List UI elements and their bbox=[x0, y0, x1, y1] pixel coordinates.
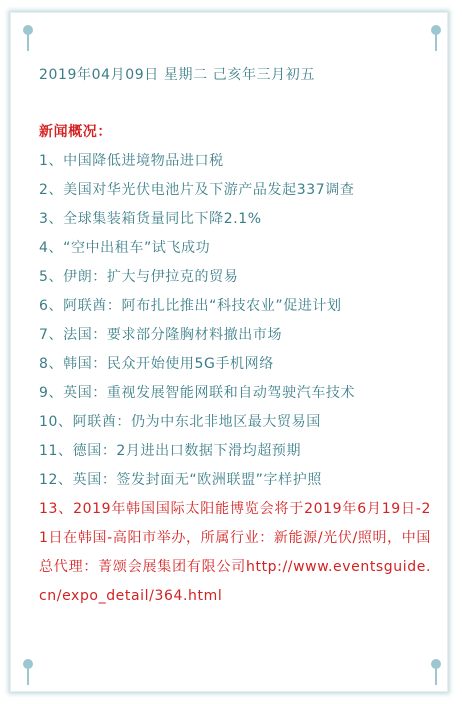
date-line: 2019年04月09日 星期二 己亥年三月初五 bbox=[39, 67, 315, 83]
news-item: 1、中国降低进境物品进口税 bbox=[39, 153, 224, 169]
news-item: 4、“空中出租车”试飞成功 bbox=[39, 240, 211, 256]
expo-announcement: 13、2019年韩国国际太阳能博览会将于2019年6月19日-21日在韩国-高阳市举办，所属行业：新能源/光伏/照明，中国总代理：菁颂会展集团有限公司http://www.eventsguide.cn/expo_detail/364.html bbox=[39, 501, 431, 604]
card-content bbox=[39, 65, 431, 611]
news-item: 11、德国：2月进出口数据下滑均超预期 bbox=[39, 443, 302, 459]
news-item: 3、全球集装箱货量同比下降2.1% bbox=[39, 211, 262, 227]
news-item: 10、阿联酋：仍为中东北非地区最大贸易国 bbox=[39, 414, 321, 430]
news-item: 12、英国：签发封面无“欧洲联盟”字样护照 bbox=[39, 472, 322, 488]
news-item: 9、英国：重视发展智能网联和自动驾驶汽车技术 bbox=[39, 385, 356, 401]
news-item: 6、阿联酋：阿布扎比推出“科技农业”促进计划 bbox=[39, 298, 342, 314]
news-item: 5、伊朗：扩大与伊拉克的贸易 bbox=[39, 269, 239, 285]
news-item: 7、法国：要求部分隆胸材料撤出市场 bbox=[39, 327, 283, 343]
pin-icon bbox=[431, 25, 441, 51]
news-item: 8、韩国：民众开始使用5G手机网络 bbox=[39, 356, 274, 372]
news-list bbox=[39, 147, 431, 611]
pin-icon bbox=[23, 25, 33, 51]
section-title: 新闻概况： bbox=[39, 124, 112, 140]
pin-icon bbox=[23, 659, 33, 685]
pin-icon bbox=[431, 659, 441, 685]
news-card bbox=[10, 12, 448, 692]
news-item: 2、美国对华光伏电池片及下游产品发起337调查 bbox=[39, 182, 355, 198]
